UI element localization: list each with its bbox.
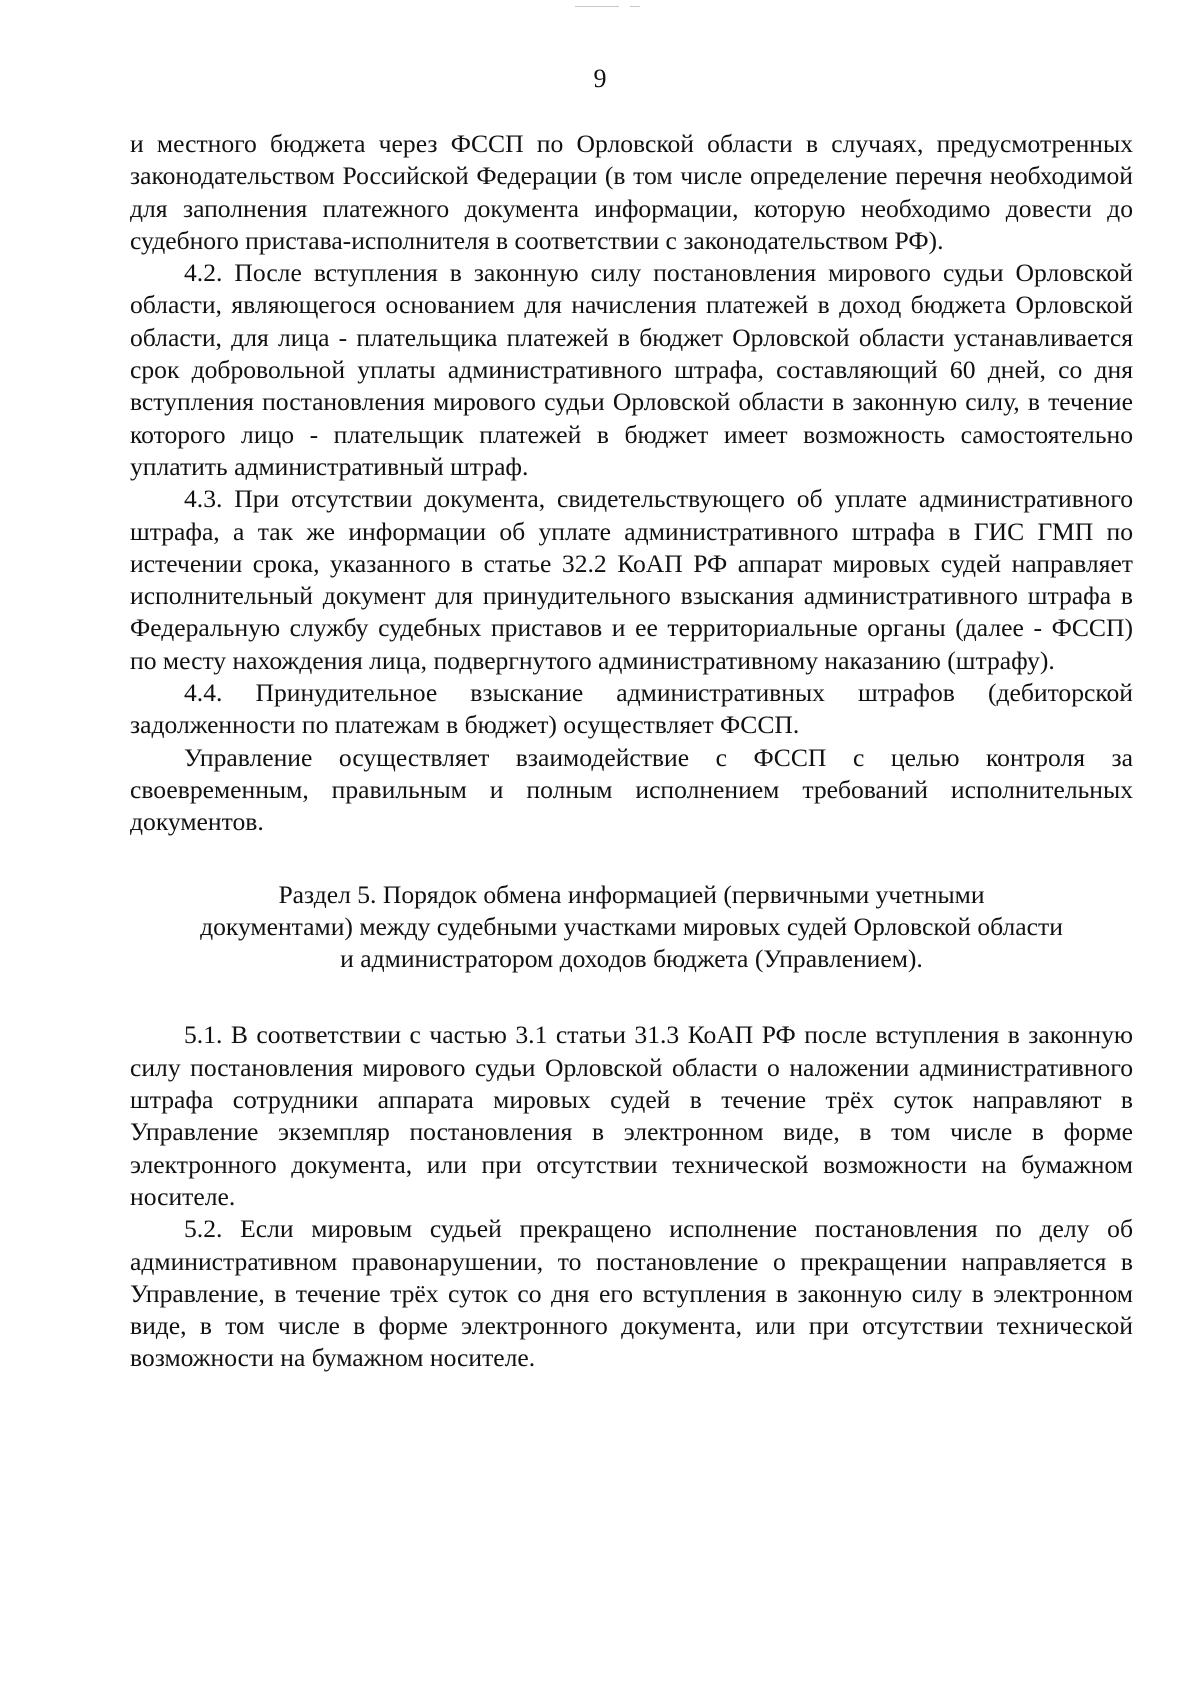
section-heading-line: и администратором доходов бюджета (Управлением). xyxy=(340,944,923,974)
scan-artifact xyxy=(575,6,619,7)
paragraph-continuation: и местного бюджета через ФССП по Орловской области в случаях, предусмотренных законодательством Российской Федерации (в том числе определение перечня необходимой для заполнения платежного документа информации, которую необходимо довести до судебного пристава-исполнителя в соответствии с законодательством РФ). xyxy=(130,129,1133,255)
page-number: 9 xyxy=(593,64,607,93)
paragraph-4-4-control: Управление осуществляет взаимодействие с ФССП с целью контроля за своевременным, правильным и полным исполнением требований исполнительных документов. xyxy=(130,742,1133,837)
scan-artifact xyxy=(630,6,640,7)
paragraph-5-1: 5.1. В соответствии с частью 3.1 статьи 31.3 КоАП РФ после вступления в законную силу постановления мирового судьи Орловской области о наложении административного штрафа сотрудники аппарата мировых судей в течение трёх суток направляют в Управление экземпляр постановления в электронном виде, в том числе в форме электронного документа, или при отсутствии технической возможности на бумажном носителе. xyxy=(130,1020,1133,1211)
paragraph-4-4: 4.4. Принудительное взыскание административных штрафов (дебиторской задолженности по платежам в бюджет) осуществляет ФССП. xyxy=(130,678,1133,740)
paragraph-4-3: 4.3. При отсутствии документа, свидетельствующего об уплате административного штрафа, а так же информации об уплате административного штрафа в ГИС ГМП по истечении срока, указанного в статье 32.2 КоАП РФ аппарат мировых судей направляет исполнительный документ для принудительного взыскания административного штрафа в Федеральную службу судебных приставов и ее территориальные органы (далее - ФССП) по месту нахождения лица, подвергнутого административному наказанию (штрафу). xyxy=(130,484,1133,675)
section-heading-line: Раздел 5. Порядок обмена информацией (первичными учетными xyxy=(278,879,985,909)
section-heading-line: документами) между судебными участками мировых судей Орловской области xyxy=(200,911,1063,941)
section-5-heading xyxy=(130,879,1133,976)
paragraph-4-2: 4.2. После вступления в законную силу постановления мирового судьи Орловской области, являющегося основанием для начисления платежей в доход бюджета Орловской области, для лица - плательщика платежей в бюджет Орловской области устанавливается срок добровольной уплаты административного штрафа, составляющий 60 дней, со дня вступления постановления мирового судьи Орловской области в законную силу, в течение которого лицо - плательщик платежей в бюджет имеет возможность самостоятельно уплатить административный штраф. xyxy=(130,258,1133,481)
document-body xyxy=(130,128,1133,1375)
paragraph-5-2: 5.2. Если мировым судьей прекращено исполнение постановления по делу об административном правонарушении, то постановление о прекращении направляется в Управление, в течение трёх суток со дня его вступления в законную силу в электронном виде, в том числе в форме электронного документа, или при отсутствии технической возможности на бумажном носителе. xyxy=(130,1214,1133,1373)
